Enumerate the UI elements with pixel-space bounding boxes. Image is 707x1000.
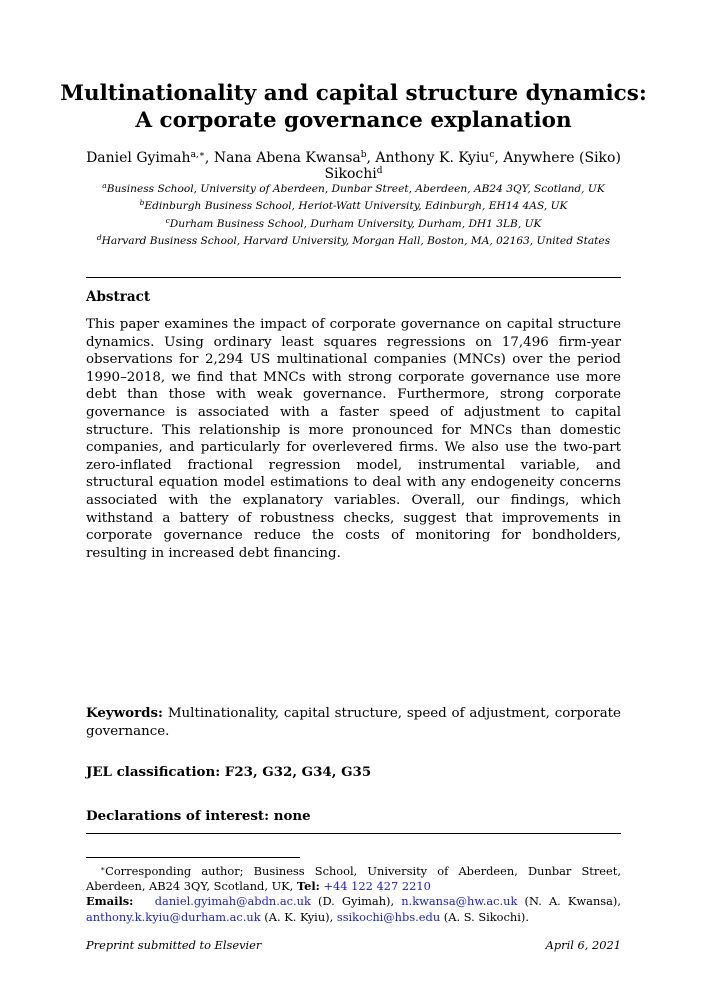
author-affil-mark: a,∗ [190,150,205,160]
affiliation: $^d$Harvard Business School, Harvard University, Morgan Hall, Boston, MA, 02163, United States [96,232,611,247]
declarations-of-interest: Declarations of interest: none [86,808,311,824]
author-name: Daniel Gyimah [86,150,191,166]
keywords-text: Multinationality, capital structure, speed of adjustment, corporate governance. [86,706,621,739]
email-link[interactable]: n.kwansa@hw.ac.uk [401,894,518,909]
author-affil-mark: c [489,150,495,160]
footnote-mark: ∗ [100,864,106,873]
footnote-emails: Emails: daniel.gyimah@abdn.ac.uk (D. Gyimah), n.kwansa@hw.ac.uk (N. A. Kwansa), anthony.k.kyiu@durham.ac.uk (A. K. Kyiu), ssikochi@hbs.edu (A. S. Sikochi). [86,894,621,924]
keywords [86,705,621,740]
author-name: Nana Abena Kwansa [213,150,361,166]
author-list: Daniel Gyimah$^{a,∗}$, Nana Abena Kwansa$^b$, Anthony K. Kyiu$^c$, Anywhere (Siko) Sikochi$^d$ [86,150,621,182]
keywords-label: Keywords: [86,705,164,721]
divider-top [86,277,621,278]
affiliation: $^c$Durham Business School, Durham University, Durham, DH1 3LB, UK [165,215,542,230]
author-affil-mark: d [376,166,383,176]
affiliation-list [60,179,647,248]
email-link[interactable]: ssikochi@hbs.edu [336,909,441,924]
tel-label: Tel: [296,879,320,894]
abstract-text: This paper examines the impact of corporate governance on capital structure dynamics. Using ordinary least squares regressions on 17,496 firm-year observations for 2,294 US multinational companies (MNCs) over the period 1990–2018, we find that MNCs with strong corporate governance use more debt than those with weak governance. Furthermore, strong corporate governance is associated with a faster speed of adjustment to capital structure. This relationship is more pronounced for MNCs than domestic companies, and particularly for overlevered firms. We also use the two-part zero-inflated fractional regression model, instrumental variable, and structural equation model estimations to deal with any endogeneity concerns associated with the explanatory variables. Overall, our findings, which withstand a battery of robustness checks, suggest that improvements in corporate governance reduce the costs of monitoring for bondholders, resulting in increased debt financing. [86,317,621,561]
paper-title: Multinationality and capital structure dynamics: A corporate governance explanation [60,81,647,133]
preprint-note: Preprint submitted to Elsevier [86,938,262,952]
footnote-rule [86,857,300,858]
author-name: Anywhere (Siko) Sikochi [324,150,621,182]
footnote [86,861,621,925]
jel-classification: JEL classification: F23, G32, G34, G35 [86,764,372,780]
author-affil-mark: b [360,150,367,160]
abstract-heading: Abstract [86,289,151,305]
preprint-date: April 6, 2021 [545,938,621,952]
footnote-corresponding: ∗Corresponding author; Business School, University of Aberdeen, Dunbar Street, Aberdeen, AB24 3QY, Scotland, UK, Tel: +44 122 427 2210 [86,864,621,894]
phone-link[interactable]: +44 122 427 2210 [323,879,431,894]
affiliation: $^a$Business School, University of Aberdeen, Dunbar Street, Aberdeen, AB24 3QY, Scotland, UK [102,181,605,195]
author-name: Anthony K. Kyiu [375,150,490,166]
affiliation: $^b$Edinburgh Business School, Heriot-Watt University, Edinburgh, EH14 4AS, UK [139,198,568,213]
email-link[interactable]: anthony.k.kyiu@durham.ac.uk [86,909,261,924]
divider-bottom [86,833,621,834]
emails-label: Emails: [86,894,134,909]
email-link[interactable]: daniel.gyimah@abdn.ac.uk [154,894,311,909]
